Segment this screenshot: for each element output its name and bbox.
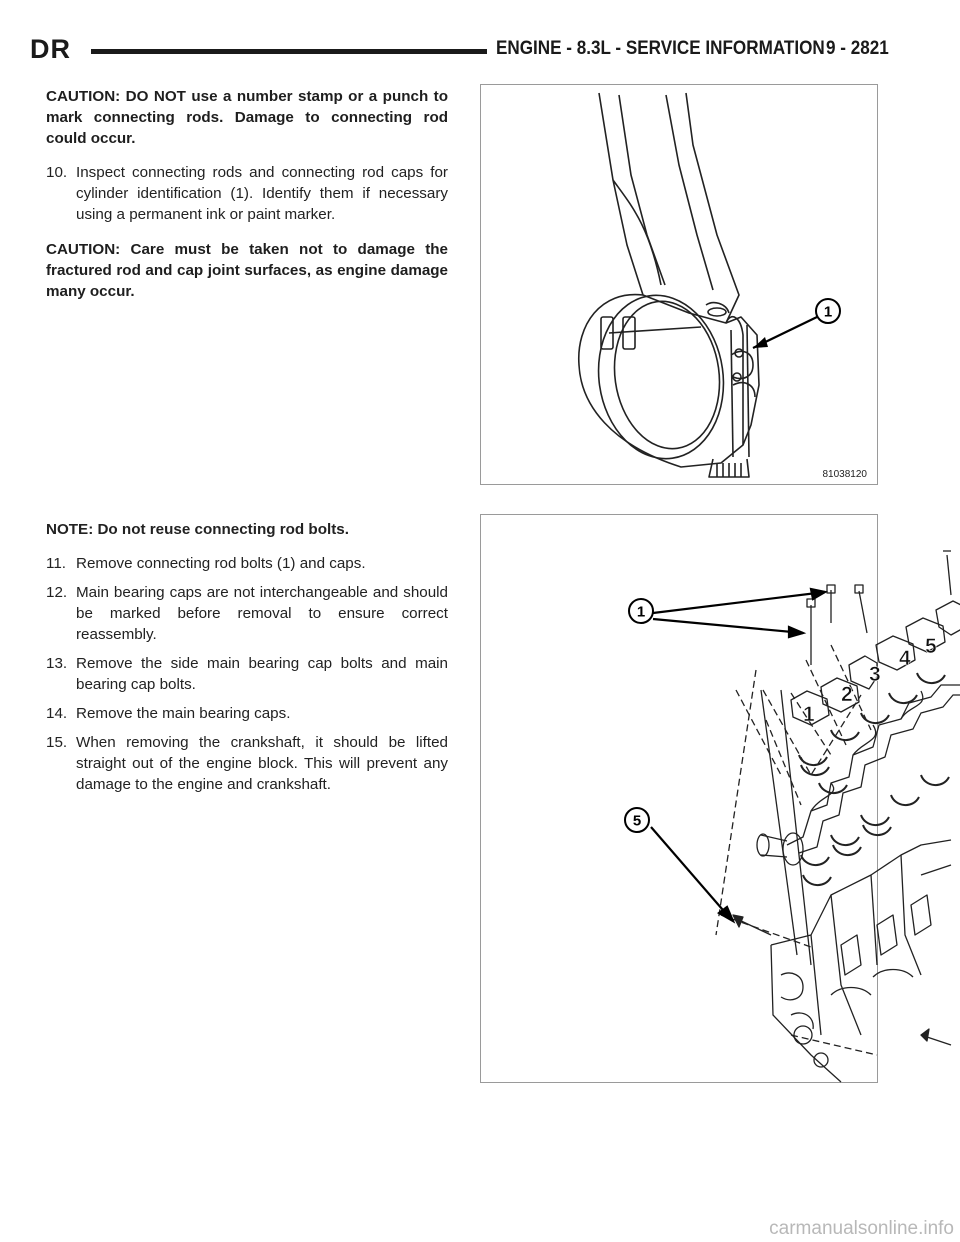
- step-number: 14.: [46, 705, 68, 722]
- connecting-rod-illustration: [481, 85, 877, 484]
- step-number: 13.: [46, 655, 68, 672]
- section-connecting-rods: [46, 86, 448, 302]
- page-header: [30, 28, 930, 64]
- step-text: Inspect connecting rods and connecting rod caps for cylinder identification (1). Identify them if necessary using a permanent ink or paint marker.: [76, 164, 448, 223]
- step-number: 15.: [46, 734, 68, 751]
- step-text: When removing the crankshaft, it should be lifted straight out of the engine block. This will prevent any damage to the engine and crankshaft.: [76, 734, 448, 793]
- header-section-title: ENGINE - 8.3L - SERVICE INFORMATION: [496, 38, 825, 59]
- crankshaft-exploded-illustration: [481, 515, 937, 1082]
- step-number: 11.: [46, 555, 66, 572]
- callout-label: 1: [636, 603, 646, 621]
- cap-number: 1: [803, 703, 815, 726]
- step-15: [46, 732, 448, 795]
- header-rule: [91, 49, 487, 54]
- step-text: Remove connecting rod bolts (1) and caps.: [76, 555, 366, 572]
- step-10: [46, 162, 448, 225]
- caution-number-stamp: CAUTION: DO NOT use a number stamp or a punch to mark connecting rods. Damage to connecting rod could occur.: [46, 88, 448, 147]
- step-number: 12.: [46, 584, 68, 601]
- callout-label: 5: [632, 812, 642, 830]
- step-11: [46, 553, 448, 574]
- cap-number: 5: [925, 635, 937, 658]
- watermark: carmanualsonline.info: [769, 1218, 954, 1239]
- callout-label: 1: [823, 303, 833, 321]
- step-13: [46, 653, 448, 695]
- cap-number: 3: [869, 663, 881, 686]
- cap-number: 2: [841, 683, 853, 706]
- caution-joint-surfaces: CAUTION: Care must be taken not to damage the fractured rod and cap joint surfaces, as engine damage many occur.: [46, 241, 448, 300]
- step-text: Remove the main bearing caps.: [76, 705, 291, 722]
- header-page-number: 9 - 2821: [826, 38, 889, 59]
- step-14: [46, 703, 448, 724]
- figure-crankshaft-bearings: [480, 514, 937, 1083]
- note-rod-bolts: NOTE: Do not reuse connecting rod bolts.: [46, 521, 349, 538]
- step-text: Remove the side main bearing cap bolts and main bearing cap bolts.: [76, 655, 448, 693]
- figure-connecting-rod: [480, 84, 878, 485]
- figure-code: 81038120: [822, 469, 867, 480]
- section-bearing-caps: [46, 519, 448, 795]
- header-model-code: DR: [30, 34, 71, 64]
- step-number: 10.: [46, 164, 68, 181]
- step-12: [46, 582, 448, 645]
- step-text: Main bearing caps are not interchangeable and should be marked before removal to ensure correct reassembly.: [76, 584, 448, 643]
- cap-number: 4: [899, 647, 911, 670]
